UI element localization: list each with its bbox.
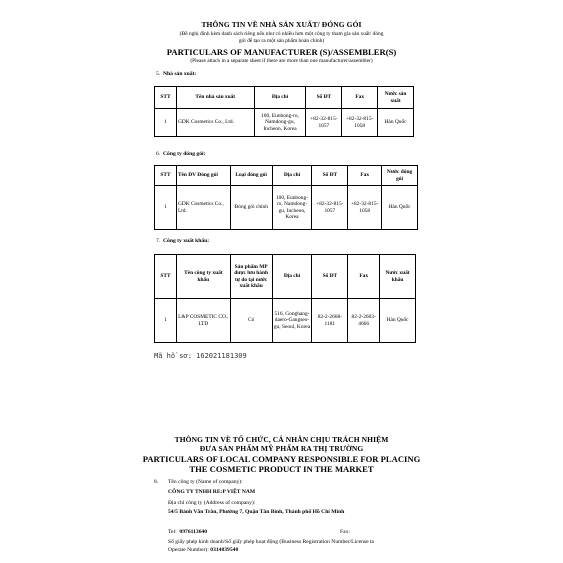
header-stt: STT — [155, 166, 177, 186]
page2-title-en-1: PARTICULARS OF LOCAL COMPANY RESPONSIBLE FOR PLACING — [142, 454, 421, 464]
cell-address: 516, Gonghang-daero-Gangseo-gu, Seoul, Korea — [272, 299, 312, 343]
page1-note-vn-1: (Đề nghị đính kèm danh sách riêng nếu như có nhiều hơn một công ty tham gia sản xuất/ đóng — [179, 31, 384, 37]
header-stt: STT — [155, 255, 177, 299]
cell-phone: +82-32-815-1057 — [306, 109, 342, 137]
company-name: CÔNG TY TNHH RE:P VIỆT NAM — [168, 489, 256, 495]
cell-fax: 82-2-2603-4666 — [348, 299, 380, 343]
header-phone: Số ĐT — [312, 255, 348, 299]
header-address: Địa chỉ — [254, 87, 306, 109]
header-type: Loại đóng gói — [230, 166, 272, 186]
license-label-2: Operate Number): — [168, 547, 209, 553]
header-country: Nước sản xuất — [378, 87, 414, 109]
page2-title-vn-2: ĐƯA SẢN PHẨM MỸ PHẨM RA THỊ TRƯỜNG — [199, 444, 364, 453]
document-page-2 — [0, 428, 563, 563]
page2-title-vn-1: THÔNG TIN VỀ TỔ CHỨC, CÁ NHÂN CHỊU TRÁCH NHIỆM — [174, 435, 389, 444]
header-free-sale: Sản phẩm MP được lưu hành tự do tại nước xuất khẩu — [230, 255, 272, 299]
cell-address: 100, Eunbong-ro, Namdong-gu, Incheon, Korea — [272, 186, 312, 230]
header-address: Địa chỉ — [272, 255, 312, 299]
header-country: Nước đóng gói — [382, 166, 418, 186]
file-number: Mã hồ sơ: 162021181309 — [154, 352, 247, 360]
tel-value: 0976113640 — [179, 529, 208, 535]
section-7-number: 7. — [156, 238, 161, 244]
company-name-label: Tên công ty (Name of company): — [168, 479, 243, 485]
page1-note-vn-2: gói để tạo ra một sản phẩm hoàn chỉnh) — [238, 38, 325, 44]
cell-type: Đóng gói chính — [230, 186, 272, 230]
section-5-number: 5. — [156, 71, 161, 77]
cell-name: L&P COSMETIC CO., LTD — [176, 299, 230, 343]
section-7-label — [156, 238, 209, 244]
header-address: Địa chỉ — [272, 166, 312, 186]
page-gap — [0, 372, 563, 428]
cell-address: 100, Eunbong-ro, Namdong-gu, Incheon, Korea — [254, 109, 306, 137]
license-row — [168, 547, 238, 553]
table-row — [155, 299, 416, 343]
cell-stt: 1 — [155, 186, 177, 230]
section-7-title: Công ty xuất khẩu: — [163, 238, 210, 244]
header-name: Tên ĐV Đóng gói — [176, 166, 230, 186]
section-5-title: Nhà sản xuất: — [163, 71, 197, 77]
cell-name: GDK Cosmetics Co., Ltd. — [176, 109, 254, 137]
section-5-label — [156, 71, 196, 77]
header-phone: Số ĐT — [306, 87, 342, 109]
header-fax: Fax — [342, 87, 378, 109]
table-row — [155, 186, 418, 230]
tel-label: Tel: — [168, 529, 177, 535]
table-row — [155, 109, 414, 137]
cell-phone: 82-2-2668-1181 — [312, 299, 348, 343]
cell-phone: +82-32-815-1057 — [312, 186, 348, 230]
exporter-table — [154, 254, 416, 343]
company-address-value — [168, 509, 344, 515]
company-address-label: Địa chỉ công ty (Address of company): — [168, 500, 256, 506]
header-stt: STT — [155, 87, 177, 109]
header-fax: Fax — [348, 166, 382, 186]
cell-fax: +82-32-815-1058 — [342, 109, 378, 137]
header-country: Nước xuất khẩu — [380, 255, 416, 299]
page1-title-en: PARTICULARS OF MANUFACTURER (S)/ASSEMBLER(S) — [166, 47, 397, 57]
license-value: 0314839540 — [210, 547, 239, 553]
cell-stt: 1 — [155, 109, 177, 137]
tel-row — [168, 529, 207, 535]
page2-title-en-2: THE COSMETIC PRODUCT IN THE MARKET — [189, 464, 374, 474]
header-phone: Số ĐT — [312, 166, 348, 186]
header-fax: Fax — [348, 255, 380, 299]
cell-country: Hàn Quốc — [378, 109, 414, 137]
section-8-number: 8. — [154, 479, 159, 485]
company-address: 54/5 Bành Văn Trân, Phường 7, Quận Tân Bình, Thành phố Hồ Chí Minh — [168, 509, 345, 515]
cell-country: Hàn Quốc — [382, 186, 418, 230]
section-6-label — [156, 151, 205, 157]
page1-note-en: (Please attach in a separate sheet if there are more than one manufacturer/assembler) — [190, 58, 373, 64]
license-label: Số giấy phép kinh doanh/Số giấy phép hoạt động (Business Registration Number/License to — [168, 539, 375, 545]
header-name: Tên công ty xuất khẩu — [176, 255, 230, 299]
packer-table — [154, 165, 418, 230]
cell-free-sale: Có — [230, 299, 272, 343]
fax-label: Fax: — [340, 529, 350, 535]
section-6-title: Công ty đóng gói: — [163, 151, 206, 157]
page1-title-vn: THÔNG TIN VỀ NHÀ SẢN XUẤT/ ĐÓNG GÓI — [201, 20, 362, 29]
company-name-value — [168, 489, 255, 495]
cell-name: GDK Cosmetics Co., Ltd. — [176, 186, 230, 230]
cell-stt: 1 — [155, 299, 177, 343]
section-6-number: 6. — [156, 151, 161, 157]
cell-fax: +82-32-815-1058 — [348, 186, 382, 230]
cell-country: Hàn Quốc — [380, 299, 416, 343]
header-name: Tên nhà sản xuất — [176, 87, 254, 109]
manufacturer-table — [154, 86, 414, 137]
